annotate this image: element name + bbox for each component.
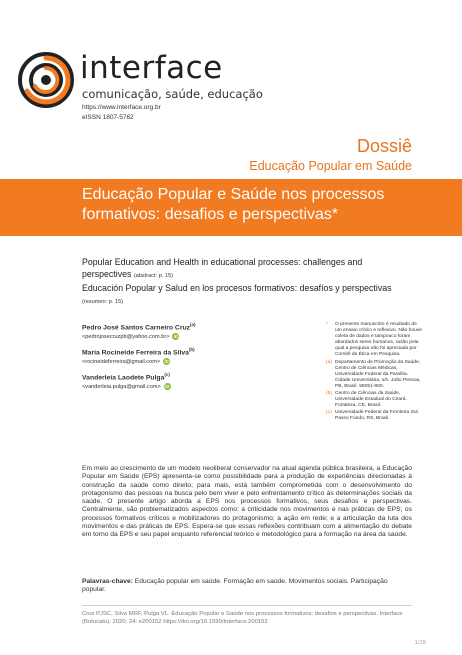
title-spanish-text: Educación Popular y Salud en los procesos formativos: desafíos y perspectivas — [82, 283, 392, 293]
note-text: Departamento de Promoção da Saúde, Centro de Ciências Médicas, Universidade Federal da Paraíba. Cidade Universitária, s/n. João Pessoa, PB, Brasil. 58051-900. — [335, 359, 421, 389]
author-name: Maria Rocineide Ferreira da Silva — [82, 349, 189, 357]
author-2 — [82, 347, 262, 365]
keywords-list: Educação popular em saúde. Formação em saúde. Movimentos sociais. Participação popular. — [82, 578, 388, 594]
affiliation-notes — [326, 322, 422, 424]
section-title: Dossiê — [356, 136, 412, 156]
abstract-page-link[interactable]: (abstract: p. 15) — [133, 273, 174, 279]
note-text: O presente manuscrito é resultado de um ensaio crítico e reflexivo. Não houve coleta de dados e tampouco foram abordados seres humanos, razão pela qual a pesquisa não foi apreciada por Comitê de Ética em Pesquisa. — [335, 322, 422, 358]
note-mark: (a) — [326, 359, 332, 365]
author-email-link[interactable]: <rocineideferreira@gmail.com> — [82, 359, 161, 366]
journal-url-link[interactable]: https://www.interface.org.br — [82, 104, 161, 111]
citation-text: Cruz PJSC, Silva MRF, Pulga VL. Educação Popular e Saúde nos processos formativos: desafios e perspectivas. Interface (Botucatu). 2020; 24: e200152 https://doi.org/10.1590/Interface.200152 — [82, 611, 403, 625]
orcid-icon[interactable]: iD — [165, 384, 170, 390]
affiliation-mark: (c) — [164, 372, 170, 377]
note-text: Centro de Ciências da Saúde, Universidade Estadual do Ceará. Fortaleza, CE, Brasil. — [335, 391, 407, 409]
resumen-page-link[interactable]: (resumen: p. 15) — [82, 299, 124, 305]
affiliation-mark: (a) — [190, 322, 196, 327]
note-text: Universidade Federal da Fronteira Sul. Passo Fundo, RS, Brasil. — [335, 410, 419, 422]
section-subtitle: Educação Popular em Saúde — [249, 159, 412, 173]
orcid-icon[interactable]: iD — [173, 334, 179, 340]
author-name: Vanderleia Laodete Pulga — [82, 374, 165, 382]
note-mark: (c) — [326, 410, 332, 416]
note-item — [326, 360, 422, 390]
author-3 — [82, 372, 262, 390]
footer-divider — [82, 605, 412, 606]
abstract-text: Em meio ao crescimento de um modelo neoliberal conservador na atual agenda pública brasileira, a Educação Popular em Saúde (EPS) apresenta-se como possibilidade para a produção de experiências direcionadas à construção da saúde como direito; para mais, está também comprometida com o desenvolvimento do protagonismo das pessoas na busca pelo bem viver e pelo enfrentamento crítico às determinações sociais da saúde. O presente artigo aborda a EPS nos processos formativos, seus desafios e perspectivas. Centralmente, são problematizados aspectos como: a criticidade nos movimentos e nas práticas de EPS; os processos formativos críticos e mobilizadores do protagonismo; a ação em rede; e a articulação da luta dos movimentos e das práticas de EPS. Espera-se que essas reflexões contribuam com a alimentação do debate em torno da EPS e seu papel enquanto referencial teórico e metodológico para a formação na área da saúde. — [82, 465, 412, 539]
author-1 — [82, 322, 262, 340]
keywords — [82, 578, 412, 595]
orcid-icon[interactable]: iD — [164, 359, 169, 365]
author-email-link[interactable]: <pedrojosecruzpb@yahoo.com.br> — [82, 334, 170, 341]
title-english — [82, 256, 412, 282]
page-number: 1/15 — [414, 640, 426, 646]
logo-wordmark: interface — [80, 50, 223, 86]
title-spanish — [82, 282, 412, 308]
author-email-link[interactable]: <vanderleia.pulga@gmail.com> — [82, 384, 161, 391]
note-mark: (b) — [326, 391, 332, 397]
article-title: Educação Popular e Saúde nos processos formativos: desafios e perspectivas* — [82, 186, 385, 223]
note-item — [326, 410, 422, 422]
interface-logo-icon — [18, 52, 74, 108]
affiliation-mark: (b) — [188, 347, 195, 352]
title-english-text: Popular Education and Health in educational processes: challenges and perspectives — [82, 257, 363, 279]
note-item — [326, 322, 422, 359]
note-item — [326, 391, 422, 409]
keywords-label: Palavras-chave: — [82, 578, 133, 585]
author-name: Pedro José Santos Carneiro Cruz — [82, 324, 191, 332]
logo-tagline: comunicação, saúde, educação — [82, 87, 263, 101]
eissn-label: eISSN 1807-5762 — [82, 114, 134, 121]
note-mark: * — [326, 322, 328, 327]
